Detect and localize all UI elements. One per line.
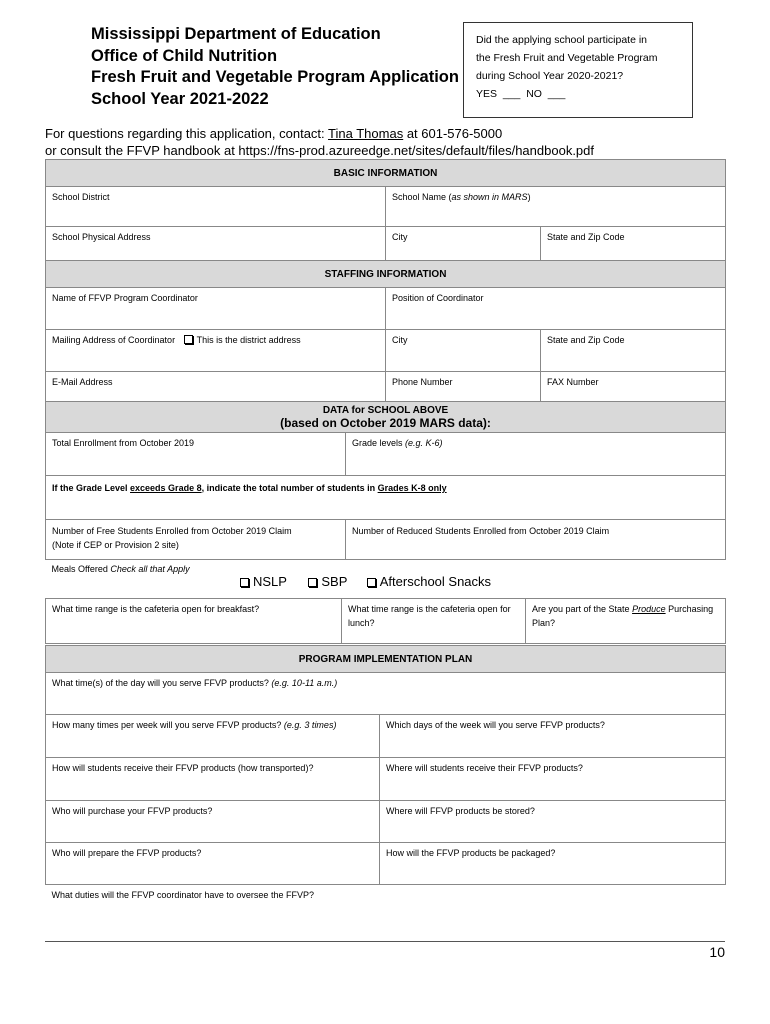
school-name-field[interactable] <box>386 187 726 227</box>
contact-phone: at 601-576-5000 <box>403 126 503 141</box>
produce-plan-suffix: Purchasing Plan? <box>532 604 714 628</box>
district-address-checkbox[interactable] <box>184 335 193 344</box>
contact-name: Tina Thomas <box>328 126 404 141</box>
free-students-note: (Note if CEP or Provision 2 site) <box>52 540 179 550</box>
coordinator-duties-label: What duties will the FFVP coordinator have to oversee the FFVP? <box>51 890 314 900</box>
school-data-table <box>45 401 726 644</box>
sbp-label: SBP <box>321 574 348 589</box>
coordinator-city-field[interactable] <box>386 330 541 372</box>
grade-k8-count-field[interactable] <box>46 476 726 520</box>
school-name-label: School Name ( <box>392 192 452 202</box>
produce-plan-label: Are you part of the State <box>532 604 633 614</box>
times-per-week-example: (e.g. 3 times) <box>283 720 337 730</box>
meals-offered-label: Meals Offered <box>51 564 111 574</box>
meal-options <box>240 574 491 589</box>
title-line-3: Fresh Fruit and Vegetable Program Application <box>91 68 459 86</box>
lunch-time-label: What time range is the cafeteria open for lunch? <box>348 604 511 628</box>
afterschool-snacks-checkbox[interactable] <box>367 578 376 587</box>
school-address-label: School Physical Address <box>52 232 151 242</box>
coordinator-name-label: Name of FFVP Program Coordinator <box>52 293 198 303</box>
grades-k8-underline: Grades K-8 only <box>377 483 447 493</box>
handbook-line: or consult the FFVP handbook at https://fns-prod.azureedge.net/sites/default/files/handbook.pdf <box>45 143 594 158</box>
lunch-time-field[interactable] <box>342 599 526 644</box>
school-district-label: School District <box>52 192 110 202</box>
meals-offered-instruction: Check all that Apply <box>110 564 190 574</box>
which-days-field[interactable] <box>380 715 726 758</box>
school-city-label: City <box>392 232 408 242</box>
serve-time-field[interactable] <box>46 673 726 715</box>
serve-time-example: (e.g. 10-11 a.m.) <box>271 678 338 688</box>
form-title <box>91 24 459 110</box>
school-state-zip-field[interactable] <box>541 227 726 262</box>
mailing-address-label: Mailing Address of Coordinator <box>52 335 176 345</box>
coordinator-state-zip-field[interactable] <box>541 330 726 372</box>
sbp-checkbox[interactable] <box>308 578 317 587</box>
participation-question-box <box>463 22 693 118</box>
how-receive-field[interactable] <box>46 758 380 801</box>
breakfast-time-field[interactable] <box>46 599 342 644</box>
grade-levels-field[interactable] <box>346 433 726 476</box>
afterschool-snacks-option[interactable] <box>367 574 491 589</box>
how-packaged-field[interactable] <box>380 843 726 885</box>
basic-information-header: BASIC INFORMATION <box>46 160 726 187</box>
school-data-title: DATA for SCHOOL ABOVE <box>322 405 449 416</box>
serve-time-label: What time(s) of the day will you serve FFVP products? <box>52 678 272 688</box>
total-enrollment-label: Total Enrollment from October 2019 <box>52 438 195 448</box>
produce-plan-field[interactable] <box>526 599 726 644</box>
grade-exceeds-prefix: If the Grade Level <box>52 483 131 493</box>
reduced-students-label: Number of Reduced Students Enrolled from October 2019 Claim <box>352 526 610 536</box>
nslp-checkbox[interactable] <box>240 578 249 587</box>
title-line-1: Mississippi Department of Education <box>91 25 381 43</box>
free-students-field[interactable] <box>46 520 346 560</box>
afterschool-snacks-label: Afterschool Snacks <box>379 574 492 589</box>
school-city-field[interactable] <box>386 227 541 262</box>
sbp-option[interactable] <box>308 574 347 589</box>
grade-exceeds-underline: exceeds Grade 8 <box>130 483 202 493</box>
email-field[interactable] <box>46 372 386 402</box>
contact-info <box>45 125 594 159</box>
where-stored-label: Where will FFVP products be stored? <box>386 806 535 816</box>
coordinator-duties-field[interactable] <box>46 885 726 941</box>
participation-line-1: Did the applying school participate in <box>476 34 648 46</box>
district-address-label: This is the district address <box>196 335 301 345</box>
implementation-plan-header: PROGRAM IMPLEMENTATION PLAN <box>46 646 726 673</box>
school-data-header <box>46 402 726 433</box>
coordinator-state-zip-label: State and Zip Code <box>547 335 625 345</box>
phone-label: Phone Number <box>392 377 453 387</box>
coordinator-mailing-address-field[interactable] <box>46 330 386 372</box>
how-receive-label: How will students receive their FFVP products (how transported)? <box>52 763 314 773</box>
contact-prefix: For questions regarding this application, contact: <box>45 126 329 141</box>
how-packaged-label: How will the FFVP products be packaged? <box>386 848 556 858</box>
school-data-subtitle: (based on October 2019 MARS data): <box>280 416 491 430</box>
basic-information-table <box>45 159 726 262</box>
produce-plan-italic: Produce <box>632 604 666 614</box>
total-enrollment-field[interactable] <box>46 433 346 476</box>
school-address-field[interactable] <box>46 227 386 262</box>
school-state-zip-label: State and Zip Code <box>547 232 625 242</box>
where-stored-field[interactable] <box>380 801 726 843</box>
free-students-label: Number of Free Students Enrolled from October 2019 Claim <box>52 526 292 536</box>
implementation-plan-table <box>45 645 726 941</box>
nslp-label: NSLP <box>253 574 287 589</box>
which-days-label: Which days of the week will you serve FFVP products? <box>386 720 605 730</box>
coordinator-position-field[interactable] <box>386 288 726 330</box>
email-label: E-Mail Address <box>52 377 113 387</box>
phone-field[interactable] <box>386 372 541 402</box>
staffing-information-table <box>45 260 726 402</box>
fax-field[interactable] <box>541 372 726 402</box>
breakfast-time-label: What time range is the cafeteria open for breakfast? <box>52 604 260 614</box>
participation-yes-no-field[interactable]: YES ___ NO ___ <box>476 88 566 100</box>
where-receive-label: Where will students receive their FFVP products? <box>386 763 583 773</box>
grade-exceeds-mid: , indicate the total number of students in <box>201 483 378 493</box>
school-name-close: ) <box>527 192 531 202</box>
who-purchase-field[interactable] <box>46 801 380 843</box>
reduced-students-field[interactable] <box>346 520 726 560</box>
participation-line-3: during School Year 2020-2021? <box>476 70 624 82</box>
title-line-4: School Year 2021-2022 <box>91 89 269 108</box>
where-receive-field[interactable] <box>380 758 726 801</box>
coordinator-position-label: Position of Coordinator <box>392 293 484 303</box>
grade-levels-label: Grade levels <box>352 438 406 448</box>
school-district-field[interactable] <box>46 187 386 227</box>
times-per-week-field[interactable] <box>46 715 380 758</box>
school-name-note: as shown in MARS <box>451 192 528 202</box>
coordinator-name-field[interactable] <box>46 288 386 330</box>
who-purchase-label: Who will purchase your FFVP products? <box>52 806 213 816</box>
coordinator-city-label: City <box>392 335 408 345</box>
title-line-2: Office of Child Nutrition <box>91 46 278 65</box>
grade-levels-example: (e.g. K-6) <box>405 438 443 448</box>
who-prepare-label: Who will prepare the FFVP products? <box>52 848 202 858</box>
times-per-week-label: How many times per week will you serve FFVP products? <box>52 720 284 730</box>
who-prepare-field[interactable] <box>46 843 380 885</box>
bottom-divider <box>45 941 725 942</box>
participation-line-2: the Fresh Fruit and Vegetable Program <box>476 52 658 64</box>
page-number: 10 <box>709 944 725 960</box>
nslp-option[interactable] <box>240 574 287 589</box>
fax-label: FAX Number <box>547 377 599 387</box>
staffing-information-header: STAFFING INFORMATION <box>46 261 726 288</box>
